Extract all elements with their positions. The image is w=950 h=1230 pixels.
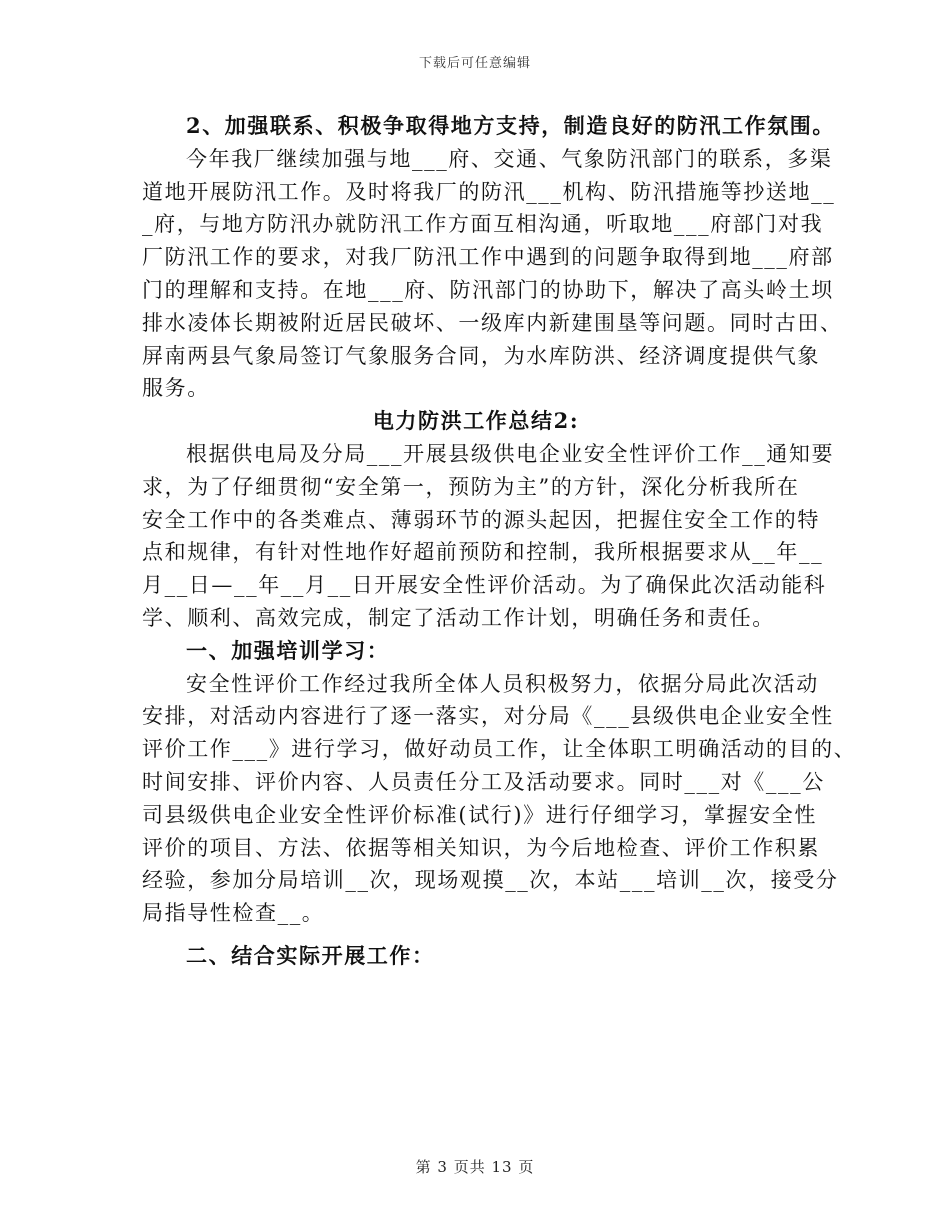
section-heading: 二、结合实际开展工作： (186, 942, 435, 968)
paragraph-line: 安全性评价工作经过我所全体人员积极努力，依据分局此次活动 (186, 671, 819, 696)
header-note: 下载后可任意编辑 (418, 56, 531, 71)
paragraph-line: 今年我厂继续加强与地___府、交通、气象防汛部门的联系，多渠 (186, 146, 833, 171)
paragraph-line: 安排，对活动内容进行了逐一落实，对分局《___县级供电企业安全性 (142, 704, 834, 729)
paragraph-line: 局指导性检查__。 (142, 901, 325, 926)
page-number: 第 3 页共 13 页 (415, 1158, 535, 1176)
paragraph-line: 门的理解和支持。在地___府、防汛部门的协助下，解决了高头岭土坝 (142, 277, 834, 302)
paragraph-line: 排水凌体长期被附近居民破坏、一级库内新建围垦等问题。同时古田、 (142, 310, 843, 335)
document-body (142, 110, 857, 973)
paragraph-line: _府，与地方防汛办就防汛工作方面互相沟通，听取地___府部门对我 (142, 212, 824, 237)
paragraph-line: 经验，参加分局培训__次，现场观摸__次，本站___培训__次，接受分 (142, 868, 839, 893)
paragraph-line: 屏南两县气象局签订气象服务合同，为水库防洪、经济调度提供气象 (142, 343, 820, 368)
section-title: 电力防洪工作总结2: (372, 408, 580, 434)
section-heading: 一、加强培训学习： (186, 637, 390, 663)
paragraph-line: 司县级供电企业安全性评价标准(试行)》进行仔细学习，掌握安全性 (142, 802, 817, 827)
paragraph-line: 学、顺利、高效完成，制定了活动工作计划，明确任务和责任。 (142, 605, 775, 630)
section-heading: 2、加强联系、积极争取得地方支持，制造良好的防汛工作氛围。 (186, 113, 836, 138)
paragraph-line: 评价的项目、方法、依据等相关知识，为今后地检查、评价工作积累 (142, 835, 820, 860)
paragraph-line: 根据供电局及分局___开展县级供电企业安全性评价工作__通知要 (186, 441, 835, 466)
paragraph-line: 月__日—__年__月__日开展安全性评价活动。为了确保此次活动能科 (142, 573, 827, 598)
paragraph-line: 厂防汛工作的要求，对我厂防汛工作中遇到的问题争取得到地___府部 (142, 245, 834, 270)
paragraph-line: 时间安排、评价内容、人员责任分工及活动要求。同时___对《___公 (142, 769, 825, 794)
paragraph-line: 安全工作中的各类难点、薄弱环节的源头起因，把握住安全工作的特 (142, 507, 820, 532)
paragraph-line: 评价工作___》进行学习，做好动员工作，让全体职工明确活动的目的、 (142, 737, 857, 762)
paragraph-line: 道地开展防汛工作。及时将我厂的防汛___机构、防汛措施等抄送地__ (142, 179, 836, 204)
paragraph-line: 求，为了仔细贯彻“安全第一，预防为主”的方针，深化分析我所在 (142, 474, 800, 499)
paragraph-line: 服务。 (142, 376, 210, 401)
paragraph-line: 点和规律，有针对性地作好超前预防和控制，我所根据要求从__年__ (142, 540, 824, 565)
